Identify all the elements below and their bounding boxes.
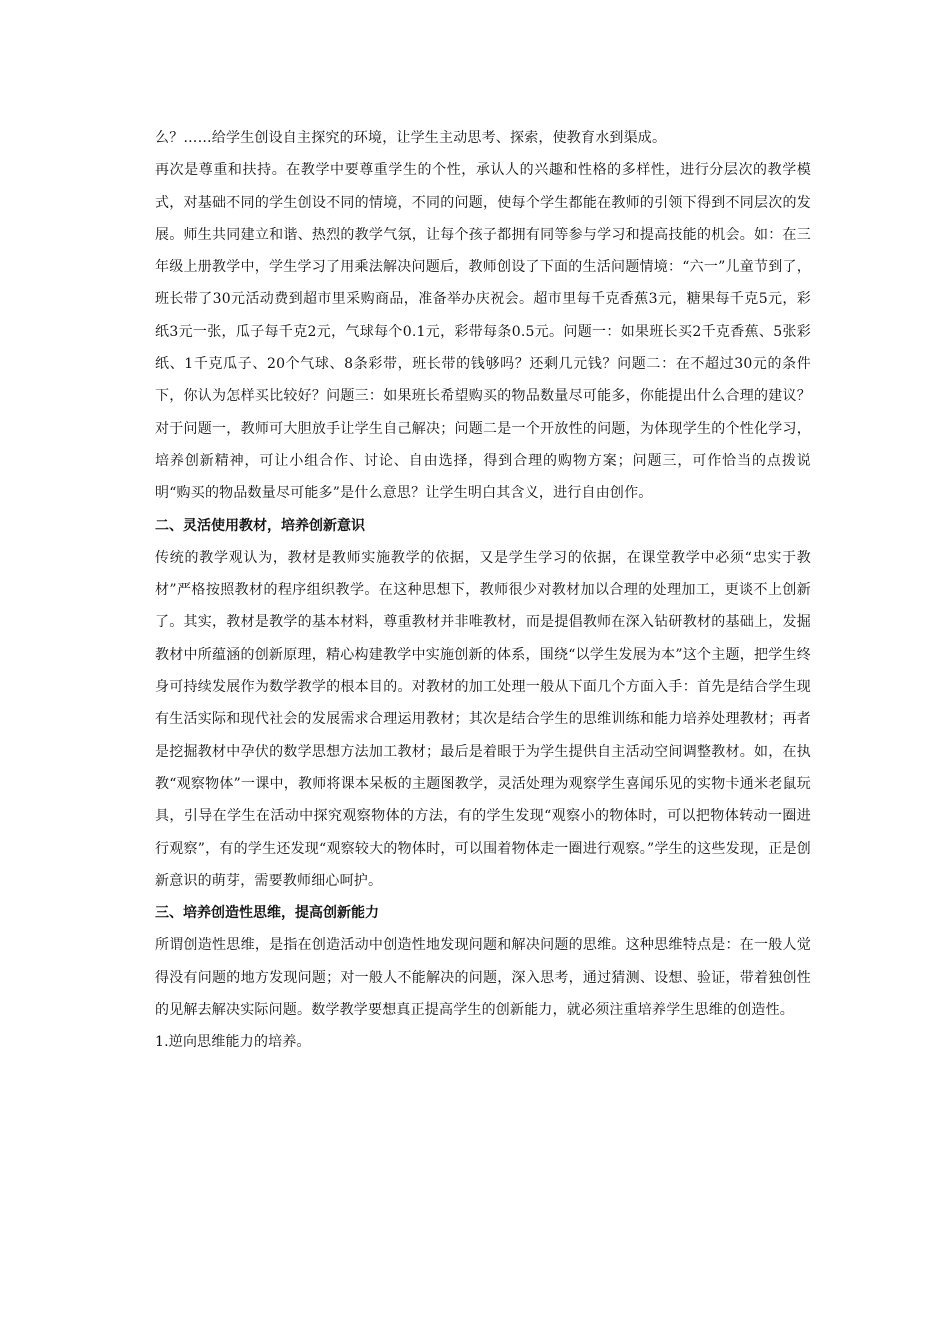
paragraph-continuation: 么？……给学生创设自主探究的环境，让学生主动思考、探索，使教育水到渠成。 — [155, 130, 667, 146]
section-heading-2: 二、灵活使用教材，培养创新意识 — [155, 517, 365, 534]
paragraph-respect-support: 再次是尊重和扶持。在教学中要尊重学生的个性，承认人的兴趣和性格的多样性，进行分层次的教学模式，对基础不同的学生创设不同的情境，不同的问题，使每个学生都能在教师的引领下得到不同层次的发展。师生共同建立和谐、热烈的教学气氛，让每个孩子都拥有同等参与学习和提高技能的机会。如：在三年级上册教学中，学生学习了用乘法解决问题后，教师创设了下面的生活问题情境：“六一”儿童节到了，班长带了30元活动费到超市里采购商品，准备举办庆祝会。超市里每千克香蕉3元，糖果每千克5元，彩纸3元一张，瓜子每千克2元，气球每个0.1元，彩带每条0.5元。问题一：如果班长买2千克香蕉、5张彩纸、1千克瓜子、20个气球、8条彩带，班长带的钱够吗？还剩几元钱？问题二：在不超过30元的条件下，你认为怎样买比较好？问题三：如果班长希望购买的物品数量尽可能多，你能提出什么合理的建议？对于问题一，教师可大胆放手让学生自己解决；问题二是一个开放性的问题，为体现学生的个性化学习，培养创新精神，可让小组合作、讨论、自由选择，得到合理的购物方案；问题三，可作恰当的点拨说明“购买的物品数量尽可能多”是什么意思？让学生明白其含义，进行自由创作。 — [155, 162, 811, 502]
document-page — [155, 122, 811, 1059]
paragraph-textbook-use: 传统的教学观认为，教材是教师实施教学的依据，又是学生学习的依据，在课堂教学中必须“忠实于教材”严格按照教材的程序组织教学。在这种思想下，教师很少对教材加以合理的处理加工，更谈不上创新了。其实，教材是教学的基本材料，尊重教材并非唯教材，而是提倡教师在深入钻研教材的基础上，发掘教材中所蕴涵的创新原理，精心构建教学中实施创新的体系，围绕“以学生发展为本”这个主题，把学生终身可持续发展作为数学教学的根本目的。对教材的加工处理一般从下面几个方面入手：首先是结合学生现有生活实际和现代社会的发展需求合理运用教材；其次是结合学生的思维训练和能力培养处理教材；再者是挖掘教材中孕伏的数学思想方法加工教材；最后是着眼于为学生提供自主活动空间调整教材。如，在执教“观察物体”一课中，教师将课本呆板的主题图教学，灵活处理为观察学生喜闻乐见的实物卡通米老鼠玩具，引导在学生在活动中探究观察物体的方法，有的学生发现“观察小的物体时，可以把物体转动一圈进行观察”，有的学生还发现“观察较大的物体时，可以围着物体走一圈进行观察。”学生的这些发现，正是创新意识的萌芽，需要教师细心呵护。 — [155, 549, 811, 889]
subsection-item-1: 1.逆向思维能力的培养。 — [155, 1034, 311, 1051]
section-heading-3: 三、培养创造性思维，提高创新能力 — [155, 905, 379, 922]
paragraph-creative-thinking: 所谓创造性思维，是指在创造活动中创造性地发现问题和解决问题的思维。这种思维特点是：在一般人觉得没有问题的地方发现问题；对一般人不能解决的问题，深入思考，通过猜测、设想、验证，带着独创性的见解去解决实际问题。数学教学要想真正提高学生的创新能力，就必须注重培养学生思维的创造性。 — [155, 937, 811, 1019]
